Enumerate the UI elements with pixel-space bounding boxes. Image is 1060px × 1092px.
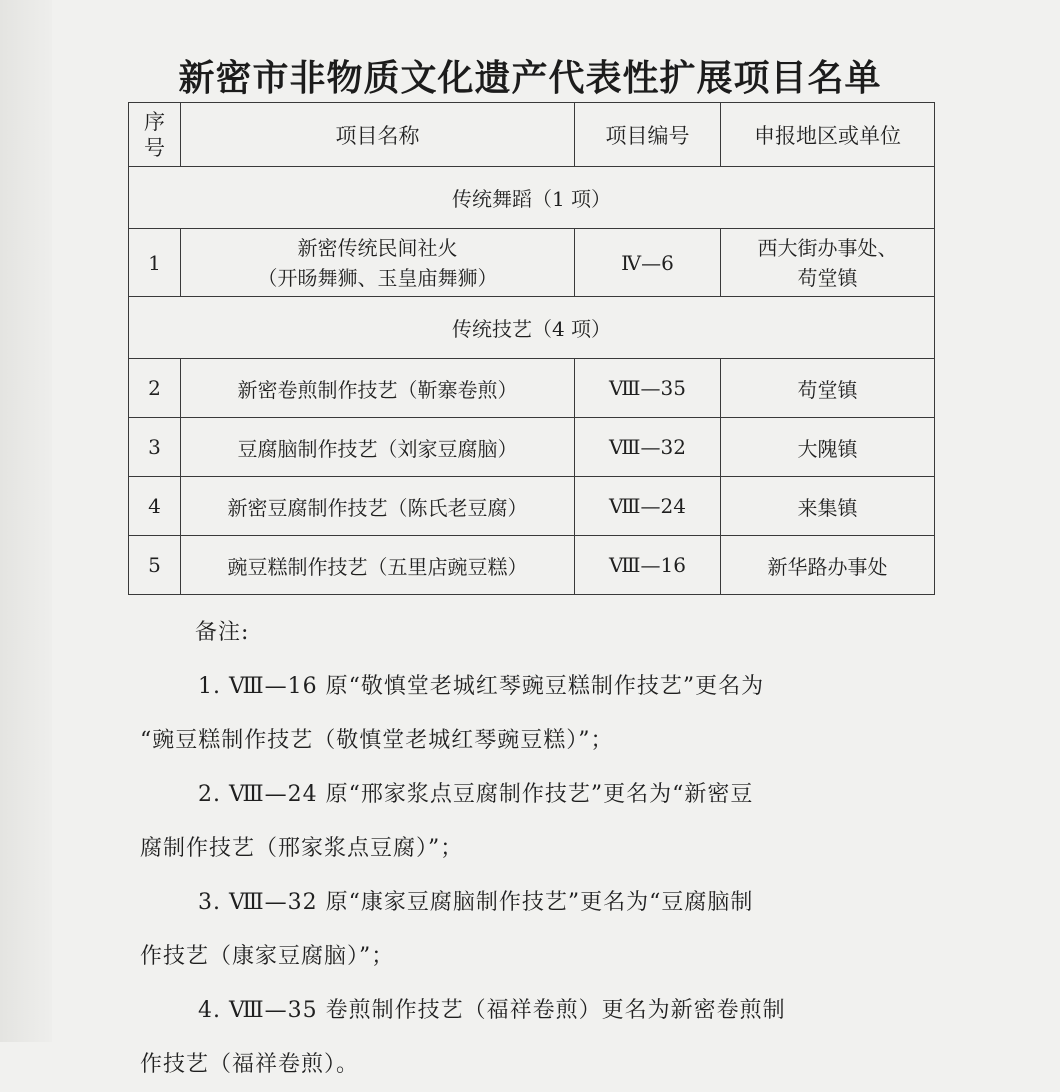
cell-seq: 4: [129, 477, 181, 536]
cell-name-line: （开旸舞狮、玉皇庙舞狮）: [257, 265, 498, 290]
category-row: [129, 167, 935, 229]
table-row: [129, 359, 935, 418]
category-label: 传统舞蹈（1 项）: [129, 167, 935, 229]
header-name: 项目名称: [181, 103, 575, 167]
cell-seq: 2: [129, 359, 181, 418]
note-line: 腐制作技艺（邢家浆点豆腐）”；: [140, 836, 464, 861]
cell-unit-line: 西大街办事处、: [757, 235, 898, 260]
category-row: [129, 297, 935, 359]
header-unit: 申报地区或单位: [721, 103, 935, 167]
document-title: 新密市非物质文化遗产代表性扩展项目名单: [178, 58, 882, 99]
table-row: [129, 477, 935, 536]
project-table: [128, 102, 935, 595]
note-line: 4. Ⅷ—35 卷煎制作技艺（福祥卷煎）更名为新密卷煎制: [198, 998, 786, 1023]
page-margin-shadow: [0, 0, 52, 1042]
cell-unit: [721, 229, 935, 297]
note-line: “豌豆糕制作技艺（敬慎堂老城红琴豌豆糕）”；: [140, 728, 614, 753]
cell-code: Ⅳ—6: [575, 229, 721, 297]
cell-seq: 1: [129, 229, 181, 297]
note-line: 1. Ⅷ—16 原“敬慎堂老城红琴豌豆糕制作技艺”更名为: [198, 674, 765, 699]
cell-unit: 新华路办事处: [721, 536, 935, 595]
notes-heading: 备注:: [195, 620, 250, 645]
cell-name: 豌豆糕制作技艺（五里店豌豆糕）: [181, 536, 575, 595]
category-label: 传统技艺（4 项）: [129, 297, 935, 359]
header-seq: 序号: [129, 103, 181, 167]
note-line: 作技艺（福祥卷煎）。: [140, 1052, 360, 1077]
cell-code: Ⅷ—32: [575, 418, 721, 477]
table-row: [129, 229, 935, 297]
cell-unit: 苟堂镇: [721, 359, 935, 418]
header-code: 项目编号: [575, 103, 721, 167]
table-row: [129, 418, 935, 477]
cell-name-line: 新密传统民间社火: [297, 235, 458, 260]
cell-code: Ⅷ—16: [575, 536, 721, 595]
cell-name: 新密卷煎制作技艺（靳寨卷煎）: [181, 359, 575, 418]
note-line: 作技艺（康家豆腐脑）”；: [140, 944, 395, 969]
cell-unit: 来集镇: [721, 477, 935, 536]
cell-seq: 5: [129, 536, 181, 595]
cell-name: 豆腐脑制作技艺（刘家豆腐脑）: [181, 418, 575, 477]
cell-unit-line: 苟堂镇: [797, 265, 858, 290]
note-line: 3. Ⅷ—32 原“康家豆腐脑制作技艺”更名为“豆腐脑制: [198, 890, 754, 915]
cell-code: Ⅷ—24: [575, 477, 721, 536]
table-row: [129, 536, 935, 595]
cell-name: 新密豆腐制作技艺（陈氏老豆腐）: [181, 477, 575, 536]
cell-code: Ⅷ—35: [575, 359, 721, 418]
cell-unit: 大隗镇: [721, 418, 935, 477]
cell-seq: 3: [129, 418, 181, 477]
notes-section: [140, 606, 920, 1092]
note-line: 2. Ⅷ—24 原“邢家浆点豆腐制作技艺”更名为“新密豆: [198, 782, 754, 807]
cell-name: [181, 229, 575, 297]
table-header-row: [129, 103, 935, 167]
